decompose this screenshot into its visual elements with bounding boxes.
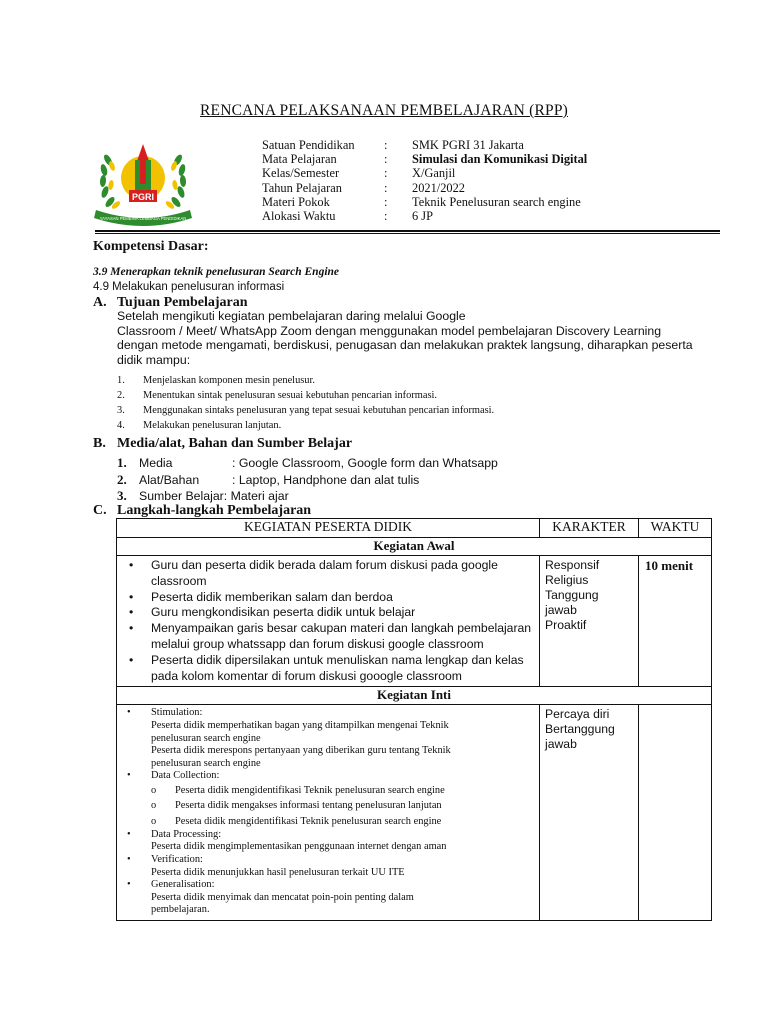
bullet-icon: •: [127, 707, 131, 719]
list-num: 3.: [117, 405, 125, 416]
identity-key: Kelas/Semester: [262, 166, 340, 181]
list-item: [127, 770, 539, 828]
section-b-heading: [93, 436, 352, 452]
tujuan-list: [117, 373, 494, 433]
identity-table: [262, 138, 587, 223]
activity-text: Guru mengkondisikan peserta didik untuk belajar: [151, 605, 416, 620]
step-line: Peserta didik mengimplementasikan penggunaan internet dengan aman: [151, 841, 447, 853]
section-title: Langkah-langkah Pembelajaran: [117, 503, 312, 518]
step-line: penelusuran search engine: [151, 732, 261, 744]
kegiatan-inti-row: [117, 687, 712, 705]
awal-waktu: 10 menit: [639, 556, 712, 687]
step-line: Peserta didik menyimak dan mencatat poin-poin penting dalam: [151, 891, 414, 903]
identity-row: [262, 195, 587, 209]
step-line: Peserta didik menunjukkan hasil penelusuran terkait UU ITE: [151, 866, 405, 878]
list-item: [129, 653, 539, 685]
media-list: [117, 455, 498, 505]
section-c-heading: [93, 503, 311, 519]
bullet-icon: •: [127, 854, 131, 866]
identity-sep: :: [384, 194, 388, 209]
media-value: : Materi ajar: [223, 489, 289, 503]
list-item: [117, 388, 494, 403]
media-item: [117, 472, 498, 489]
identity-row: [262, 181, 587, 195]
identity-value: 2021/2022: [412, 180, 466, 195]
table-row: [117, 556, 712, 687]
media-num: 2.: [117, 471, 127, 487]
identity-sep: :: [384, 152, 388, 167]
bullet-icon: •: [129, 558, 134, 572]
sub-list-item: [151, 783, 539, 798]
activity-text: Peserta didik memberikan salam dan berdoa: [151, 589, 393, 604]
karakter-item: Bertanggung: [545, 722, 615, 737]
media-key: Alat/Bahan: [139, 472, 200, 487]
list-text: Menentukan sintak penelusuran sesuai kebutuhan pencarian informasi.: [143, 390, 438, 401]
media-key: Sumber Belajar: [139, 489, 224, 503]
section-title: Media/alat, Bahan dan Sumber Belajar: [117, 436, 353, 451]
list-num: 4.: [117, 420, 125, 431]
identity-value: X/Ganjil: [412, 166, 456, 181]
list-item: [117, 373, 494, 388]
identity-sep: :: [384, 209, 388, 224]
step-label: Verification:: [151, 854, 203, 866]
section-title: Tujuan Pembelajaran: [117, 295, 248, 310]
step-label: Stimulation:: [151, 707, 203, 719]
karakter-item: Religius: [545, 573, 589, 587]
karakter-item: Responsif: [545, 558, 600, 572]
logo-text: PGRI: [131, 192, 155, 202]
kegiatan-inti-title: Kegiatan Inti: [117, 687, 712, 705]
step-line: pembelajaran.: [151, 904, 210, 916]
bullet-icon: •: [127, 879, 131, 891]
identity-key: Materi Pokok: [262, 194, 330, 209]
identity-key: Tahun Pelajaran: [262, 180, 342, 195]
logo-ribbon-text: YAYASAN PEMBINA LEMBAGA PENDIDIKAN: [99, 216, 187, 221]
pgri-logo: [88, 130, 198, 230]
paragraph-line: dengan metode mengamati, berdiskusi, penugasan dan melakukan praktek langsung, diharapkan peserta: [117, 338, 693, 352]
list-item: [127, 854, 539, 879]
header-divider: [95, 230, 720, 232]
list-text: Menggunakan sintaks penelusuran yang tepat sesuai kebutuhan pencarian informasi.: [143, 405, 495, 416]
header-waktu: WAKTU: [639, 519, 712, 538]
list-item: [117, 403, 494, 418]
list-item: [127, 879, 539, 917]
media-item: [117, 455, 498, 472]
sub-list-item: [151, 798, 539, 813]
step-line: penelusuran search engine: [151, 757, 261, 769]
kegiatan-awal-row: [117, 538, 712, 556]
identity-row: [262, 138, 587, 152]
bullet-icon: •: [129, 652, 134, 667]
sub-list-item: [151, 814, 539, 829]
list-num: 1.: [117, 375, 125, 386]
identity-row: [262, 152, 587, 166]
header-divider-thin: [95, 233, 720, 234]
list-item: [129, 590, 539, 606]
header-kegiatan: KEGIATAN PESERTA DIDIK: [117, 519, 540, 538]
step-label: Generalisation:: [151, 879, 215, 891]
karakter-item: jawab: [545, 603, 577, 617]
media-value: : Google Classroom, Google form dan Whatsapp: [232, 456, 498, 470]
kd-4-9: 4.9 Melakukan penelusuran informasi: [93, 281, 285, 293]
inti-waktu: [639, 705, 712, 921]
media-key: Media: [139, 456, 173, 470]
activity-text: Peserta didik dipersilakan untuk menuliskan nama lengkap dan kelas pada kolom komentar di forum diskusi gooogle classroom: [151, 652, 524, 683]
circle-bullet-icon: o: [151, 815, 157, 827]
identity-row: [262, 209, 587, 223]
kegiatan-awal-title: Kegiatan Awal: [117, 538, 712, 556]
step-line: Peserta didik mengakses informasi tentang penelusuran lanjutan: [175, 800, 442, 812]
step-line: Peserta didik memperhatikan bagan yang ditampilkan mengenai Teknik: [151, 719, 449, 731]
media-num: 3.: [117, 488, 127, 503]
section-letter: C.: [93, 503, 107, 518]
list-item: [129, 605, 539, 621]
identity-value: Teknik Penelusuran search engine: [412, 194, 581, 209]
awal-activities: [117, 556, 540, 687]
paragraph-line: Classroom / Meet/ WhatsApp Zoom dengan menggunakan model pembelajaran Discovery Learning: [117, 323, 662, 338]
kd-3-9: 3.9 Menerapkan teknik penelusuran Search Engine: [93, 266, 340, 278]
activity-text: Guru dan peserta didik berada dalam forum diskusi pada google classroom: [151, 558, 498, 588]
header-karakter: KARAKTER: [540, 519, 639, 538]
identity-key: Alokasi Waktu: [262, 209, 336, 224]
karakter-item: jawab: [545, 737, 577, 752]
kompetensi-heading: Kompetensi Dasar:: [93, 239, 209, 254]
activity-text: Menyampaikan garis besar cakupan materi dan langkah pembelajaran melalui group whatssapp dan forum diskusi google classroom: [151, 621, 532, 651]
karakter-item: Proaktif: [545, 618, 587, 632]
circle-bullet-icon: o: [151, 800, 157, 812]
identity-value: SMK PGRI 31 Jakarta: [412, 138, 524, 152]
bullet-icon: •: [129, 605, 134, 620]
identity-value: 6 JP: [412, 209, 434, 224]
identity-key: Mata Pelajaran: [262, 152, 337, 167]
step-line: Peserta didik mengidentifikasi Teknik penelusuran search engine: [175, 784, 445, 796]
section-letter: A.: [93, 295, 107, 310]
list-item: [129, 558, 539, 590]
identity-sep: :: [384, 166, 388, 181]
table-header-row: [117, 519, 712, 538]
step-line: Peseta didik mengidentifikasi Teknik penelusuran search engine: [175, 815, 442, 827]
step-label: Data Collection:: [151, 770, 220, 782]
identity-value: Simulasi dan Komunikasi Digital: [412, 152, 588, 167]
karakter-item: Percaya diri: [545, 707, 610, 722]
bullet-icon: •: [127, 770, 131, 782]
bullet-icon: •: [129, 589, 134, 604]
bullet-icon: •: [127, 828, 131, 840]
identity-key: Satuan Pendidikan: [262, 138, 355, 152]
identity-sep: :: [384, 138, 388, 152]
awal-karakter: [540, 556, 639, 687]
table-row: [117, 705, 712, 921]
list-item: [127, 829, 539, 854]
media-num: 1.: [117, 455, 127, 470]
paragraph-line: didik mampu:: [117, 352, 191, 367]
document-title: RENCANA PELAKSANAAN PEMBELAJARAN (RPP): [199, 102, 568, 119]
list-item: [127, 707, 539, 770]
identity-row: [262, 166, 587, 180]
list-text: Melakukan penelusuran lanjutan.: [143, 420, 282, 431]
langkah-table: [116, 518, 712, 921]
identity-sep: :: [384, 180, 388, 195]
list-text: Menjelaskan komponen mesin penelusur.: [143, 375, 315, 386]
list-item: [129, 621, 539, 653]
inti-karakter: [540, 705, 639, 921]
bullet-icon: •: [129, 621, 134, 636]
paragraph-line: Setelah mengikuti kegiatan pembelajaran daring melalui Google: [117, 309, 466, 323]
inti-activities: [117, 705, 540, 921]
step-label: Data Processing:: [151, 828, 222, 840]
circle-bullet-icon: o: [151, 784, 157, 796]
section-letter: B.: [93, 436, 106, 451]
step-line: Peserta didik merespons pertanyaan yang diberikan guru tentang Teknik: [151, 745, 451, 757]
karakter-item: Tanggung: [545, 588, 599, 602]
media-value: : Laptop, Handphone dan alat tulis: [232, 472, 420, 487]
tujuan-paragraph: [117, 309, 717, 367]
list-item: [117, 418, 494, 433]
list-num: 2.: [117, 390, 125, 401]
